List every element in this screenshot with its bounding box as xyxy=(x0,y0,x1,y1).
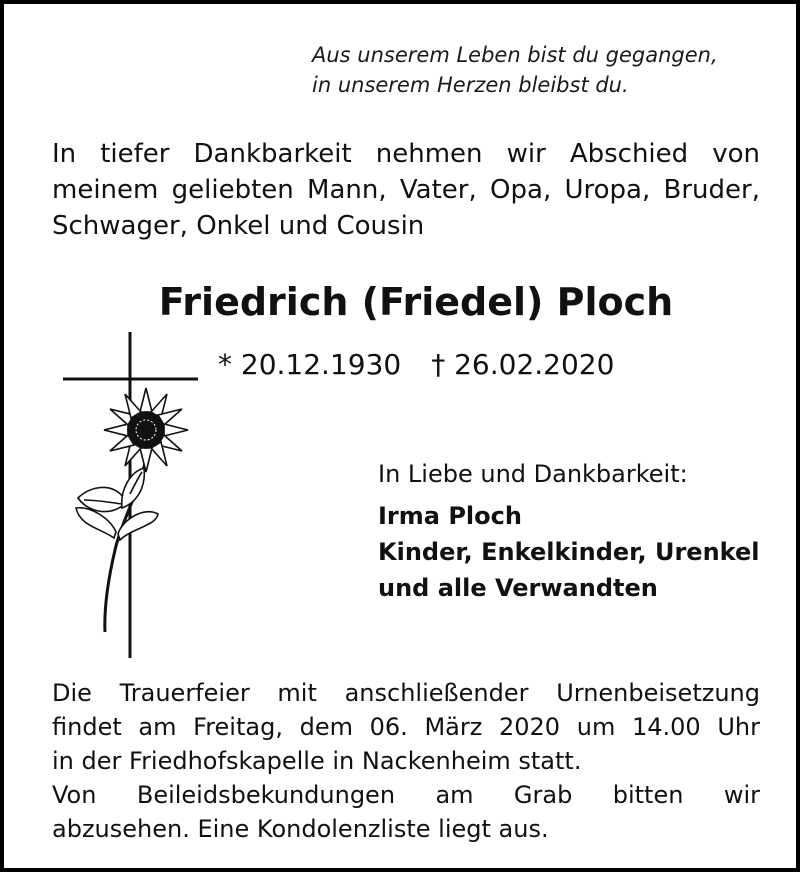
verse-line: in unserem Herzen bleibst du. xyxy=(312,73,629,97)
mourner-relatives: und alle Verwandten xyxy=(378,574,658,602)
farewell-intro xyxy=(52,136,760,244)
cross-with-sunflower-emblem xyxy=(60,330,210,660)
funeral-service-notice xyxy=(52,676,760,846)
intro-line: In tiefer Dankbarkeit nehmen wir Abschied von xyxy=(52,139,760,169)
verse-line: Aus unserem Leben bist du gegangen, xyxy=(312,43,718,67)
service-line: in der Friedhofskapelle in Nackenheim statt. xyxy=(52,747,582,775)
intro-line: Schwager, Onkel und Cousin xyxy=(52,211,425,241)
signoff-block xyxy=(378,456,778,606)
mourner-name: Irma Ploch xyxy=(378,502,522,530)
service-line: Die Trauerfeier mit anschließender Urnenbeisetzung xyxy=(52,679,760,707)
intro-line: meinem geliebten Mann, Vater, Opa, Uropa, Bruder, xyxy=(52,175,760,205)
deceased-name: Friedrich (Friedel) Ploch xyxy=(158,280,674,324)
sunflower-icon xyxy=(76,388,188,632)
service-line: abzusehen. Eine Kondolenzliste liegt aus. xyxy=(52,815,549,843)
birth-date: * 20.12.1930 xyxy=(218,348,402,381)
life-dates xyxy=(218,348,614,381)
death-date: † 26.02.2020 xyxy=(431,348,615,381)
service-line: findet am Freitag, dem 06. März 2020 um 14.00 Uhr xyxy=(52,713,760,741)
mourner-family: Kinder, Enkelkinder, Urenkel xyxy=(378,538,760,566)
service-line: Von Beileidsbekundungen am Grab bitten wir xyxy=(52,781,760,809)
signoff-lead: In Liebe und Dankbarkeit: xyxy=(378,460,688,488)
memorial-verse xyxy=(312,40,782,100)
